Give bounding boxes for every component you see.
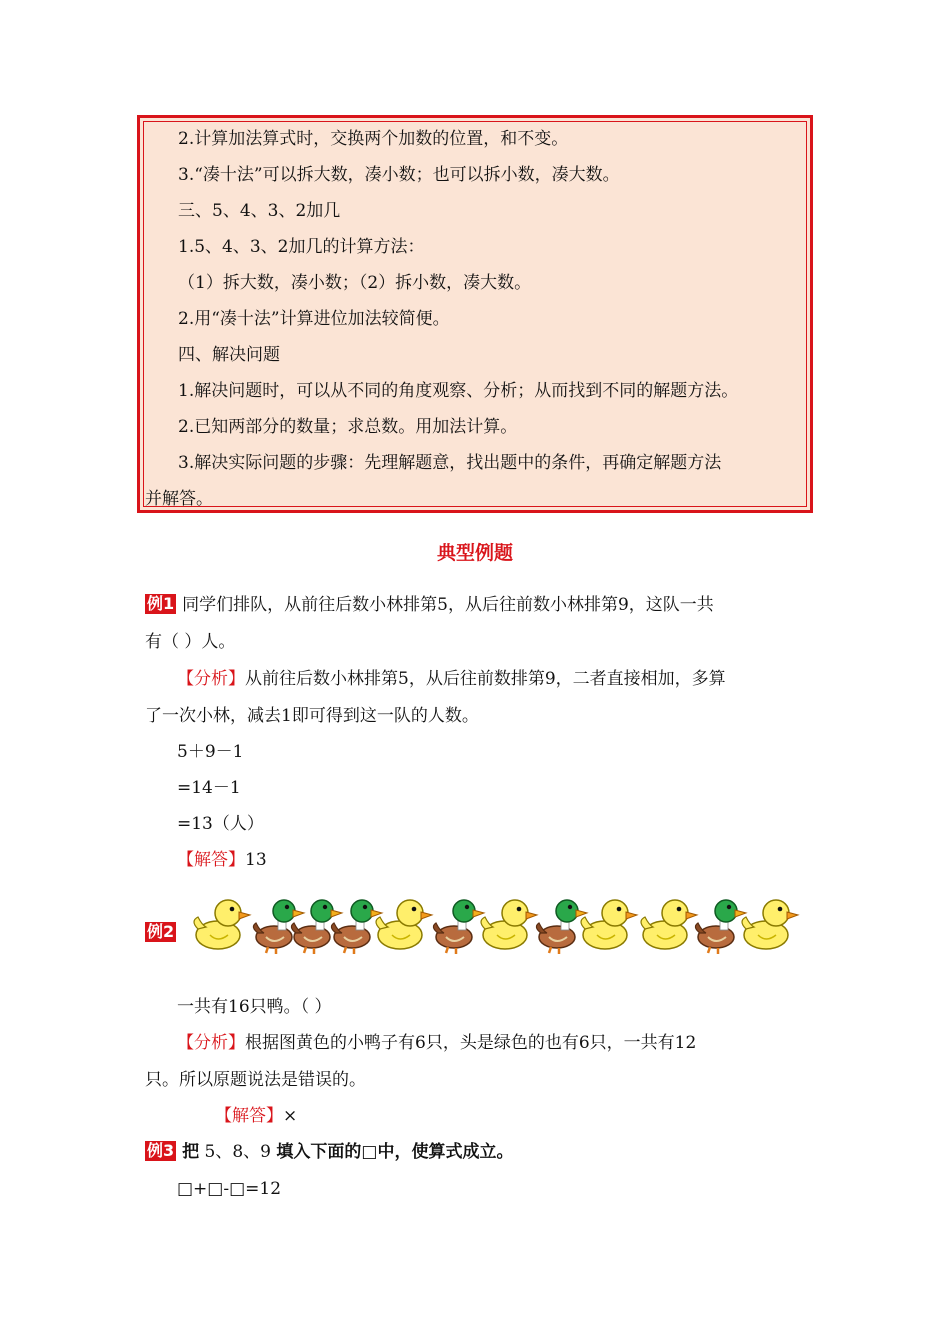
summary-heading-4: 四、解决问题 [178,345,280,365]
example2-analysis-label: 【分析】 [177,1033,245,1053]
example2-analysis-line1 [177,1032,696,1054]
example2-answer-label: 【解答】 [215,1106,283,1126]
green-head-duck-icon [432,893,486,955]
example1-question-line1 [145,594,714,616]
example1-calc-1: 5＋9－1 [177,742,244,762]
example3-question [145,1141,513,1163]
example2-answer: × [283,1106,298,1126]
example1-answer-label: 【解答】 [177,850,245,870]
example3-equation: □+□-□=12 [177,1179,282,1199]
yellow-duckling-icon [374,893,434,955]
example1-question-line2: 有（ ）人。 [145,632,236,652]
example1-analysis-text: 从前往后数小林排第5，从后往前数排第9，二者直接相加，多算 [245,669,726,689]
summary-line-10: 3.解决实际问题的步骤：先理解题意，找出题中的条件，再确定解题方法 [178,453,722,473]
example1-answer: 13 [245,850,267,870]
summary-heading-3: 三、5、4、3、2加几 [178,201,341,221]
summary-line-5: （1）拆大数，凑小数；（2）拆小数，凑大数。 [178,273,532,293]
yellow-duckling-icon [579,893,639,955]
example2-statement: 一共有16只鸭。（ ） [177,997,332,1017]
example1-analysis-line1 [177,668,726,690]
example1-calc-2: =14－1 [177,778,241,798]
yellow-duckling-icon [192,893,252,955]
example3-tag: 例3 [147,1141,175,1160]
yellow-duckling-icon [479,893,539,955]
example2-answer-line [215,1105,297,1127]
example1-analysis-label: 【分析】 [177,669,245,689]
summary-line-11: 并解答。 [145,489,213,509]
summary-line-2: 3.“凑十法”可以拆大数，凑小数；也可以拆小数，凑大数。 [178,165,620,185]
summary-line-1: 2.计算加法算式时，交换两个加数的位置，和不变。 [178,129,569,149]
example3-question-a: 把 [182,1142,200,1162]
example3-question-c: 填入下面的□中，使算式成立。 [276,1142,514,1162]
summary-line-9: 2.已知两部分的数量；求总数。用加法计算。 [178,417,518,437]
example1-question-text: 同学们排队，从前往后数小林排第5，从后往前数小林排第9，这队一共 [182,595,714,615]
example1-tag: 例1 [147,594,175,613]
yellow-duckling-icon [740,893,800,955]
summary-box [137,115,813,513]
example2-analysis-line2: 只。所以原题说法是错误的。 [145,1070,366,1090]
example2-analysis-text: 根据图黄色的小鸭子有6只，头是绿色的也有6只，一共有12 [245,1033,697,1053]
example1-answer-line [177,849,267,871]
example3-question-b: 5、8、9 [204,1142,271,1162]
section-title: 典型例题 [436,542,513,564]
yellow-duckling-icon [639,893,699,955]
summary-line-8: 1.解决问题时，可以从不同的角度观察、分析；从而找到不同的解题方法。 [178,381,739,401]
summary-line-6: 2.用“凑十法”计算进位加法较简便。 [178,309,450,329]
example2-tag-line [145,922,182,944]
example1-calc-3: =13（人） [177,814,264,834]
example2-tag: 例2 [147,922,175,941]
example1-analysis-line2: 了一次小林，减去1即可得到这一队的人数。 [145,706,479,726]
summary-line-4: 1.5、4、3、2加几的计算方法： [178,237,425,257]
